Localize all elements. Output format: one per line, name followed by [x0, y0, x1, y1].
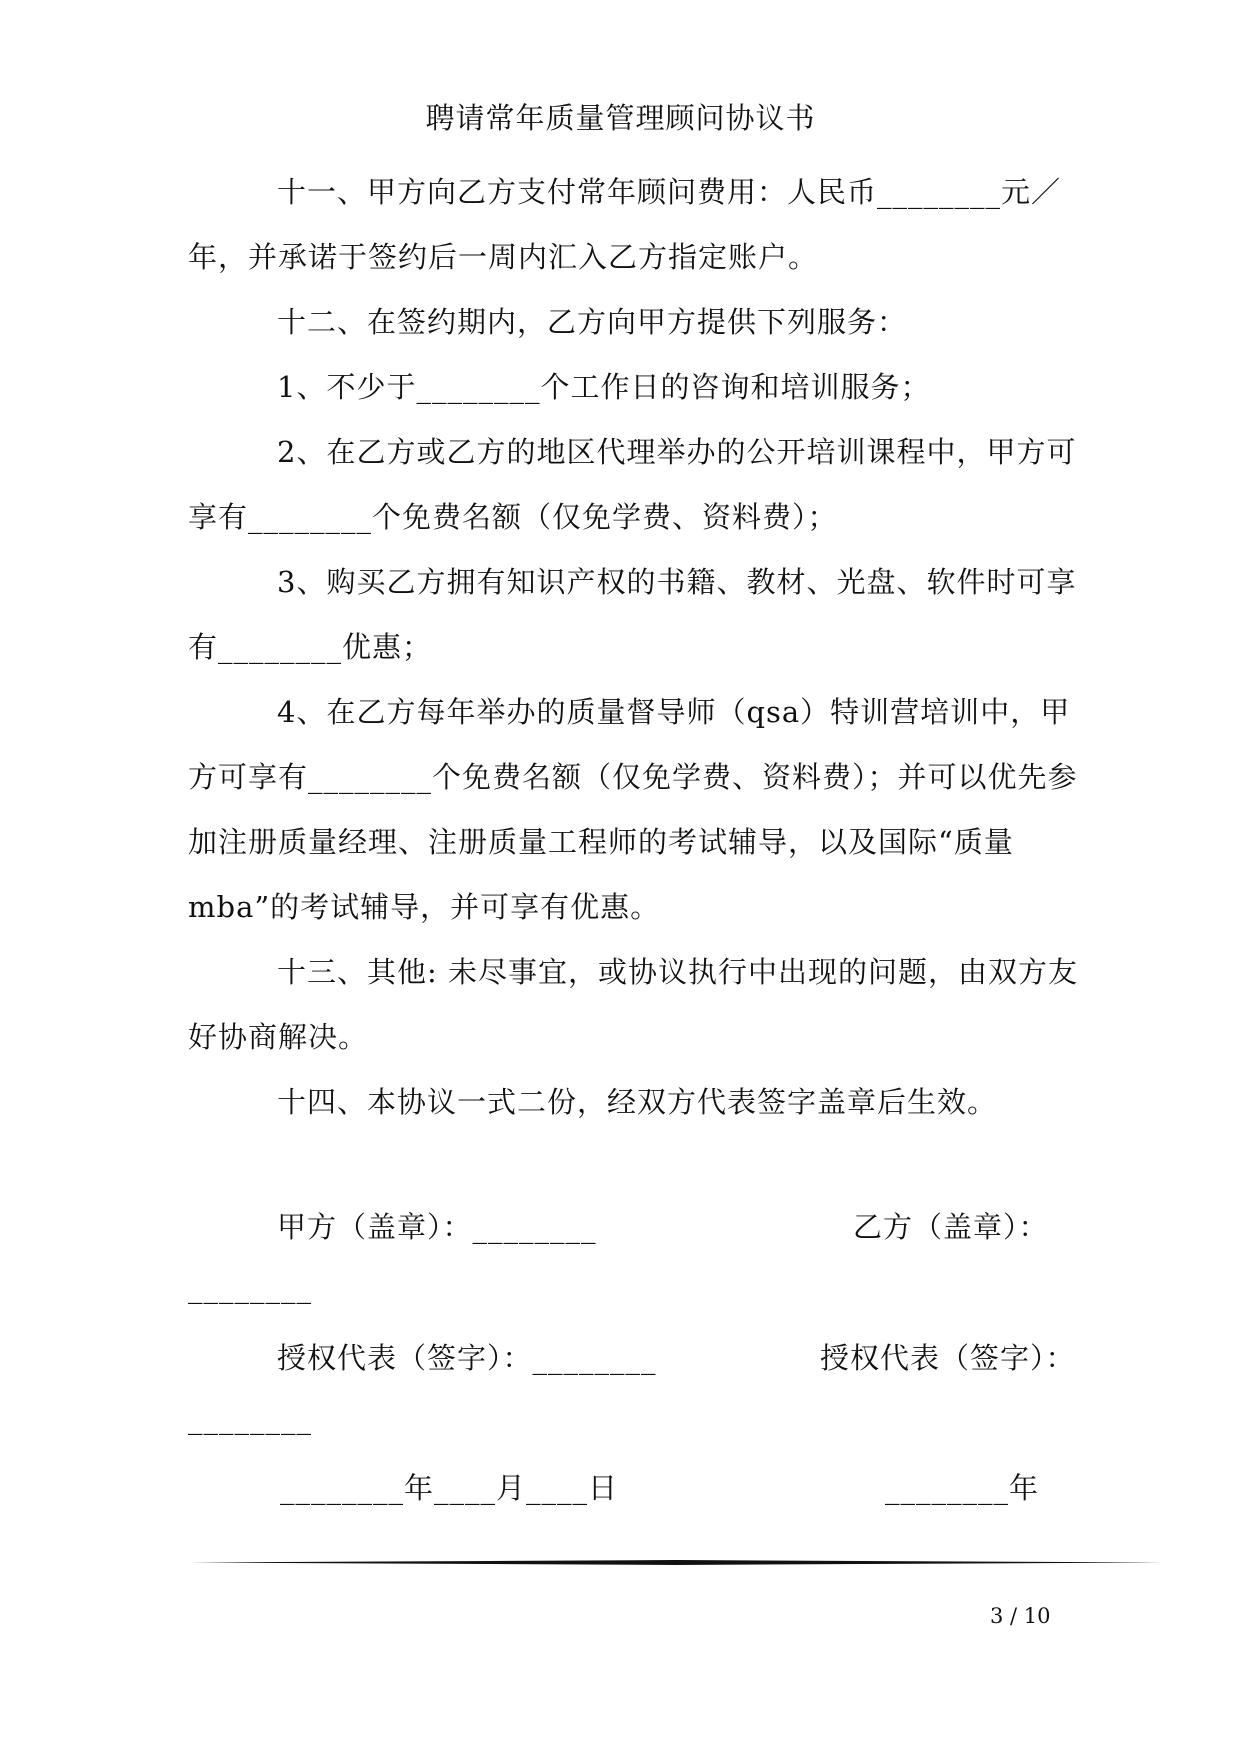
service-item-4-line-2: 方可享有________个免费名额（仅免学费、资料费）；并可以优先参: [188, 760, 1078, 794]
page-number: 3 / 10: [990, 1604, 1051, 1628]
footer-divider: [190, 1560, 1162, 1565]
clause-11-line-2: 年，并承诺于签约后一周内汇入乙方指定账户。: [188, 240, 819, 274]
service-item-2-line-2: 享有________个免费名额（仅免学费、资料费）；: [188, 500, 838, 534]
clause-13-line-2: 好协商解决。: [188, 1020, 369, 1054]
party-b-date: ________年: [885, 1471, 1040, 1505]
party-b-seal: 乙方（盖章）：: [853, 1210, 1049, 1244]
party-b-seal-blank: ________: [188, 1270, 312, 1304]
party-b-representative-blank: ________: [188, 1401, 312, 1435]
service-item-3-line-2: 有________优惠；: [188, 630, 433, 664]
service-item-4-line-4: mba”的考试辅导，并可享有优惠。: [188, 890, 661, 924]
service-item-3-line-1: 3、购买乙方拥有知识产权的书籍、教材、光盘、软件时可享: [277, 565, 1077, 599]
clause-12-heading: 十二、在签约期内，乙方向甲方提供下列服务：: [277, 305, 908, 339]
party-a-seal: 甲方（盖章）：________: [277, 1210, 597, 1244]
document-title: 聘请常年质量管理顾问协议书: [425, 101, 816, 135]
service-item-2-line-1: 2、在乙方或乙方的地区代理举办的公开培训课程中，甲方可: [277, 435, 1077, 469]
service-item-4-line-1: 4、在乙方每年举办的质量督导师（qsa）特训营培训中，甲: [277, 695, 1071, 729]
service-item-4-line-3: 加注册质量经理、注册质量工程师的考试辅导，以及国际“质量: [188, 825, 1014, 859]
service-item-1: 1、不少于________个工作日的咨询和培训服务；: [277, 370, 931, 404]
party-a-representative: 授权代表（签字）：________: [277, 1341, 657, 1375]
clause-14: 十四、本协议一式二份，经双方代表签字盖章后生效。: [277, 1085, 998, 1119]
clause-13-line-1: 十三、其他: 未尽事宜，或协议执行中出现的问题，由双方友: [277, 955, 1078, 989]
party-b-representative: 授权代表（签字）：: [820, 1341, 1076, 1375]
clause-11-line-1: 十一、甲方向乙方支付常年顾问费用：人民币________元／: [277, 175, 1062, 209]
party-a-date: ________年____月____日: [280, 1471, 619, 1505]
